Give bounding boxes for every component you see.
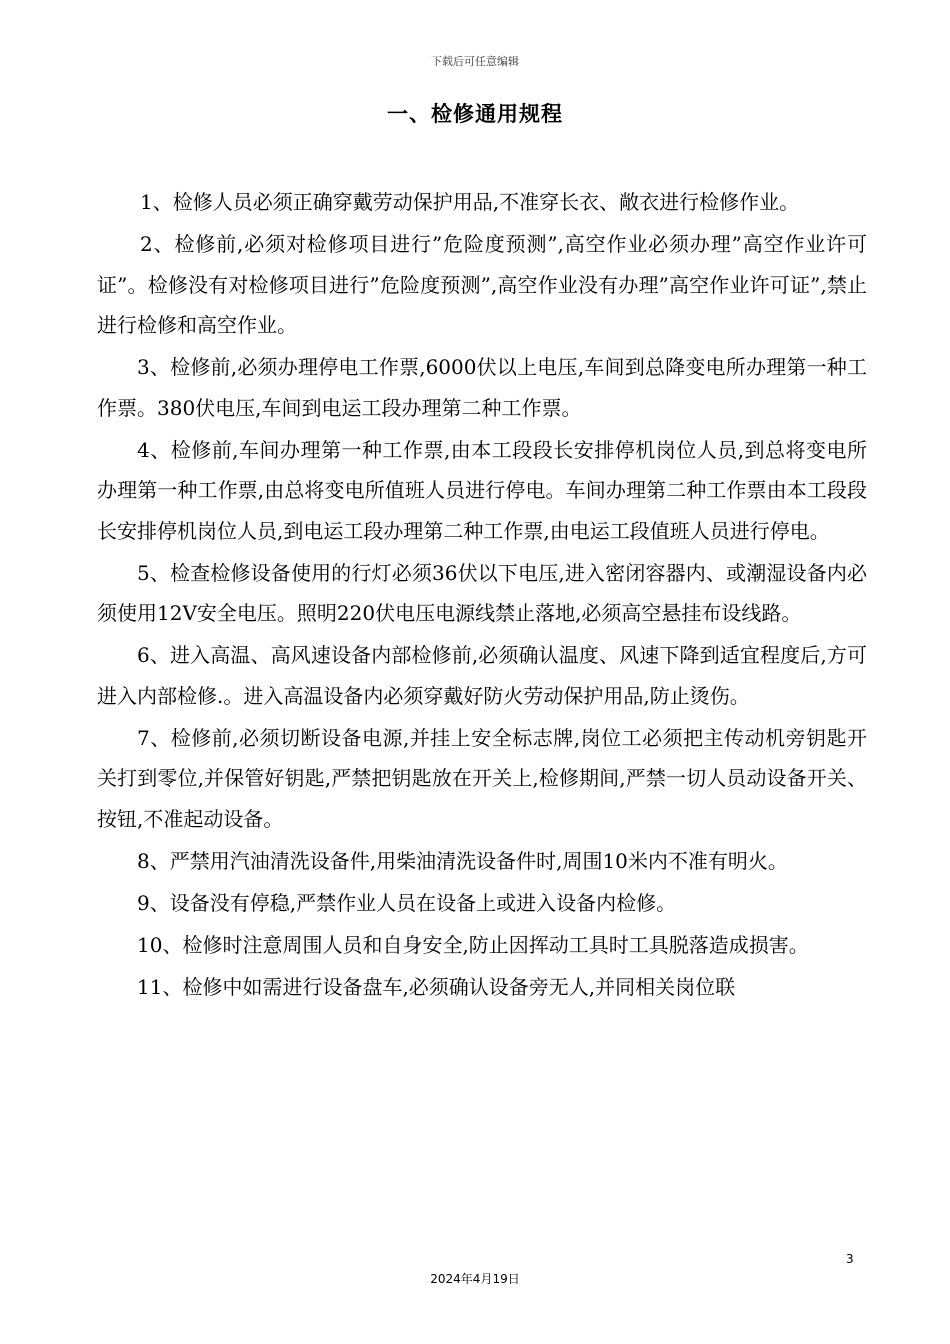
paragraph: 3、检修前,必须办理停电工作票,6000伏以上电压,车间到总降变电所办理第一种工作票。380伏电压,车间到电运工段办理第二种工作票。 (97, 355, 867, 420)
paragraph: 5、检查检修设备使用的行灯必须36伏以下电压,进入密闭容器内、或潮湿设备内必须使用12V安全电压。照明220伏电压电源线禁止落地,必须高空悬挂布设线路。 (97, 560, 867, 625)
page-number: 3 (846, 1252, 854, 1266)
paragraph: 6、进入高温、高风速设备内部检修前,必须确认温度、风速下降到适宜程度后,方可进入内部检修.。进入高温设备内必须穿戴好防火劳动保护用品,防止烫伤。 (97, 643, 867, 708)
paragraph: 2、检修前,必须对检修项目进行”危险度预测”,高空作业必须办理”高空作业许可证”。检修没有对检修项目进行”危险度预测”,高空作业没有办理”高空作业许可证”,禁止进行检修和高空作业。 (97, 232, 867, 337)
paragraph: 1、检修人员必须正确穿戴劳动保护用品,不准穿长衣、敞衣进行检修作业。 (140, 190, 800, 214)
paragraph: 10、检修时注意周围人员和自身安全,防止因挥动工具时工具脱落造成损害。 (137, 932, 809, 957)
paragraph: 7、检修前,必须切断设备电源,并挂上安全标志牌,岗位工必须把主传动机旁钥匙开关打到零位,并保管好钥匙,严禁把钥匙放在开关上,检修期间,严禁一切人员动设备开关、按钮,不准起动设备。 (97, 725, 867, 831)
header-note: 下载后可任意编辑 (431, 55, 519, 68)
footer-date: 2024年4月19日 (430, 1272, 520, 1286)
paragraph: 4、检修前,车间办理第一种工作票,由本工段段长安排停机岗位人员,到总将变电所办理第一种工作票,由总将变电所值班人员进行停电。车间办理第二种工作票由本工段段长安排停机岗位人员,到电运工段办理第二种工作票,由电运工段值班人员进行停电。 (97, 437, 867, 543)
paragraph: 11、检修中如需进行设备盘车,必须确认设备旁无人,并同相关岗位联 (137, 974, 736, 999)
paragraph: 8、严禁用汽油清洗设备件,用柴油清洗设备件时,周围10米内不准有明火。 (137, 848, 788, 873)
document-body (97, 182, 867, 1009)
page-title: 一、检修通用规程 (387, 102, 563, 126)
paragraph: 9、设备没有停稳,严禁作业人员在设备上或进入设备内检修。 (137, 890, 677, 915)
